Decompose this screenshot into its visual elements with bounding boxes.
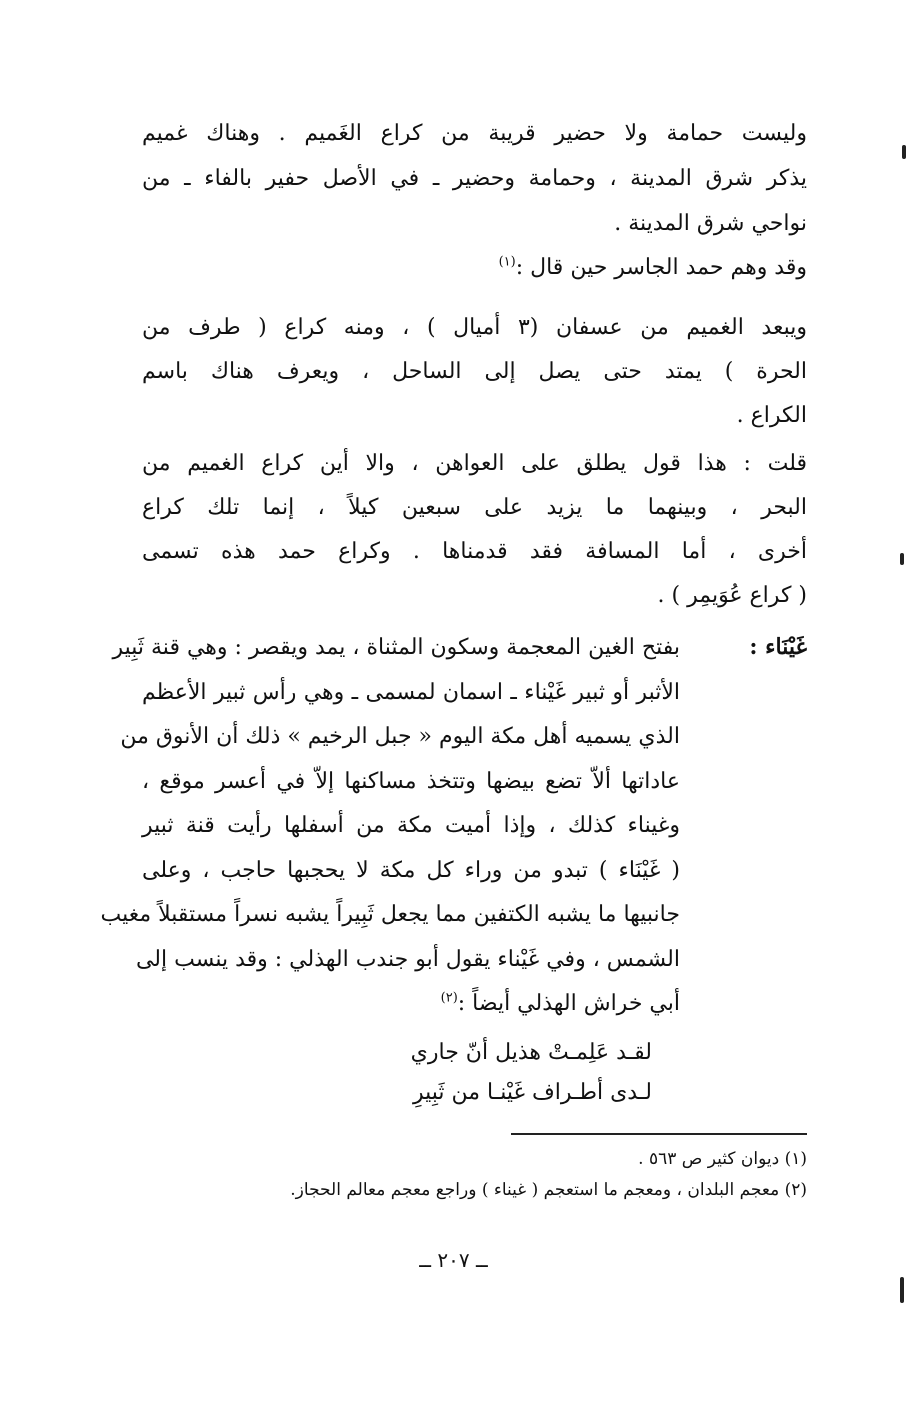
text-line: ( كراع عُوَيمِر ) .: [657, 583, 807, 608]
text-line: قلت : هذا قول يطلق على العواهن ، والا أين كراع الغميم من: [142, 451, 807, 476]
text-line: جانبيها ما يشبه الكتفين مما يجعل ثَبِيراً يشبه نسراً مستقبلاً مغيب: [100, 902, 680, 927]
intro-text: وقد وهم حمد الجاسر حين قال :: [515, 255, 807, 280]
entry-body-ghaynaa: [100, 634, 680, 1035]
text-line: الشمس ، وفي غَيْناء يقول أبو جندب الهذلي : وقد ينسب إلى: [135, 946, 680, 972]
paragraph-hamama: [142, 120, 807, 255]
paragraph-rebuttal: [142, 450, 807, 626]
text-line: [142, 990, 680, 1035]
footnote-ref-2: (٢): [440, 990, 458, 1006]
text-line: وغيناء كذلك ، وإذا أميت مكة من أسفلها رأيت قنة ثبير: [142, 813, 680, 838]
paragraph-jasser-quote-intro: [142, 254, 807, 282]
verse-line-2: لـدى أطـراف غَيْنـا من ثَبِيرِ: [412, 1080, 652, 1105]
footnote-ref-1: (١): [498, 254, 516, 270]
text-line: [142, 254, 807, 282]
text-line: يذكر شرق المدينة ، وحمامة وحضير ـ في الأصل حفير بالفاء ـ من: [142, 166, 807, 191]
text-line: الكراع .: [736, 403, 807, 428]
text-line: الأثبر أو ثبير غَيْناء ـ اسمان لمسمى ـ وهي رأس ثبير الأعظم: [142, 679, 680, 705]
text-line: وليست حمامة ولا حضير قريبة من كراع الغَميم . وهناك غميم: [142, 121, 807, 146]
footnote-1: (١) ديوان كثير ص ٥٦٣ .: [638, 1149, 807, 1169]
footnote-separator: [511, 1133, 807, 1135]
scan-edge-mark: [900, 553, 904, 565]
entry-term-ghaynaa: غَيْنَاء :: [749, 634, 807, 660]
scan-edge-mark: [900, 1277, 904, 1303]
text-line: البحر ، وبينهما ما يزيد على سبعين كيلاً ، إنما تلك كراع: [142, 495, 807, 520]
text-line: نواحي شرق المدينة .: [614, 211, 807, 236]
text-line: أخرى ، أما المسافة فقد قدمناها . وكراع حمد هذه تسمى: [142, 539, 807, 564]
text-line: عاداتها ألاّ تضع بيضها وتتخذ مساكنها إلاّ في أعسر موقع ،: [142, 768, 680, 794]
text-line: الحرة ) يمتد حتى يصل إلى الساحل ، ويعرف هناك باسم: [142, 359, 807, 384]
text-line: بفتح الغين المعجمة وسكون المثناة ، يمد ويقصر : وهي قنة ثَبِير: [112, 635, 680, 660]
text-line: ( غَيْنَاء ) تبدو من وراء كل مكة لا يحجبها حاجب ، وعلى: [142, 857, 680, 883]
scan-edge-mark: [902, 145, 906, 159]
text-line: الذي يسميه أهل مكة اليوم « جبل الرخيم » ذلك أن الأنوق من: [120, 724, 680, 749]
entry-last-line-text: أبي خراش الهذلي أيضاً :: [457, 991, 680, 1016]
footnote-2: (٢) معجم البلدان ، ومعجم ما استعجم ( غيناء ) وراجع معجم معالم الحجاز.: [290, 1180, 807, 1200]
page-number: ــ ٢٠٧ ــ: [419, 1248, 488, 1272]
verse-line-1: لقـد عَلِمـتْ هذيل أنّ جاري: [410, 1040, 652, 1065]
text-line: ويبعد الغميم من عسفان (٣ أميال ) ، ومنه كراع ( طرف من: [142, 315, 807, 340]
paragraph-jasser-quote: [142, 314, 807, 446]
